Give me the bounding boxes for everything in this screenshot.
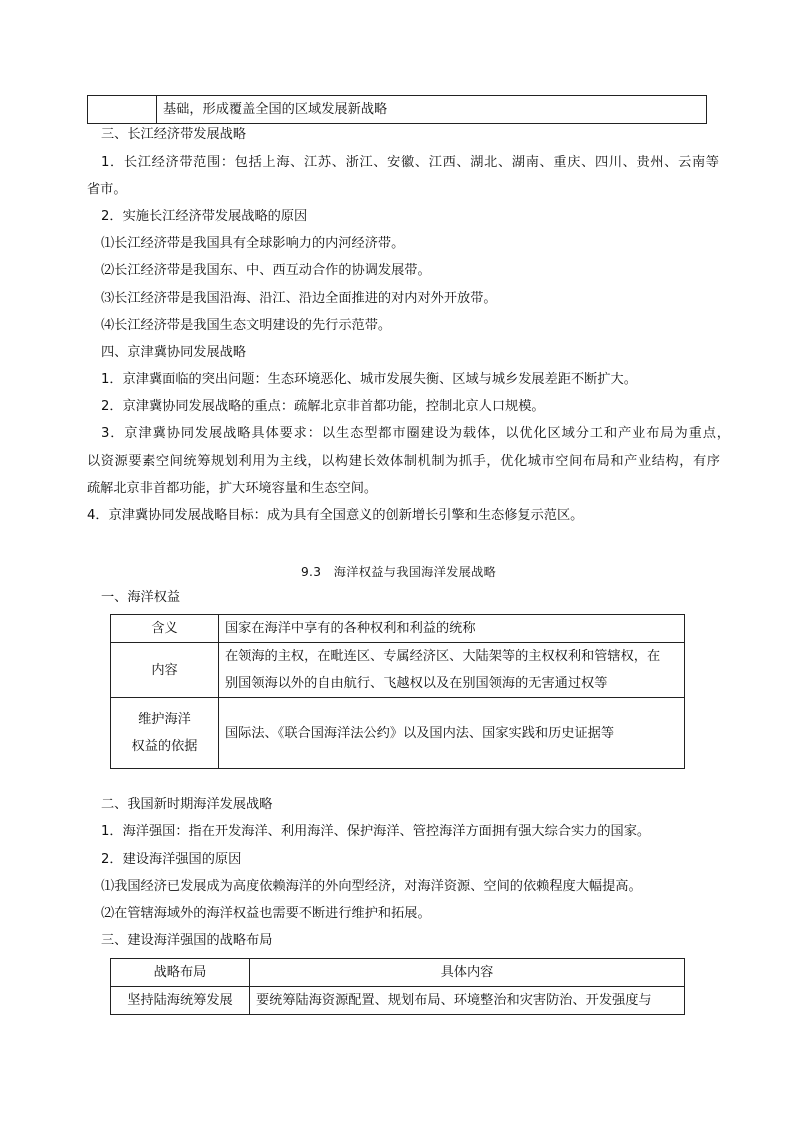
section93-r2: ⑵在管辖海域外的海洋权益也需要不断进行维护和拓展。 xyxy=(101,906,431,921)
reason-item: ⑴长江经济带是我国具有全球影响力的内河经济带。 xyxy=(101,236,405,251)
table-label-content: 内容 xyxy=(111,643,219,698)
section93-h1: 一、海洋权益 xyxy=(101,590,181,605)
reason-item: ⑵长江经济带是我国东、中、西互动合作的协调发展带。 xyxy=(101,263,431,278)
section4-p3-line1: 3．京津冀协同发展战略具体要求：以生态型都市圈建设为载体，以优化区域分工和产业布局为重点， xyxy=(101,426,730,441)
section4-p3-line2: 以资源要素空间统筹规划利用为主线，以构建长效体制机制为抓手，优化城市空间布局和产业结构，有序 xyxy=(87,454,720,469)
strategy-header-layout: 战略布局 xyxy=(111,959,250,987)
table-label-meaning: 含义 xyxy=(111,615,219,643)
table-content-content-line1: 在领海的主权，在毗连区、专属经济区、大陆架等的主权权利和管辖权，在 xyxy=(225,649,661,664)
section4-p1: 1．京津冀面临的突出问题：生态环境恶化、城市发展失衡、区域与城乡发展差距不断扩大。 xyxy=(101,372,637,387)
strategy-table xyxy=(110,958,685,1015)
table-label-basis-line2: 权益的依据 xyxy=(131,739,198,754)
section3-p1-line1: 1．长江经济带范围：包括上海、江苏、浙江、安徽、江西、湖北、湖南、重庆、四川、贵州、云南等 xyxy=(101,155,719,170)
section93-h2: 二、我国新时期海洋发展战略 xyxy=(101,797,273,812)
reason-item: ⑶长江经济带是我国沿海、沿江、沿边全面推进的对内对外开放带。 xyxy=(101,291,497,306)
table-content-content xyxy=(219,643,685,698)
table-content-basis: 国际法、《联合国海洋法公约》以及国内法、国家实践和历史证据等 xyxy=(219,698,685,769)
top-table-fragment xyxy=(87,95,707,124)
reason-item: ⑷长江经济带是我国生态文明建设的先行示范带。 xyxy=(101,318,392,333)
section3-p1-line2: 省市。 xyxy=(87,182,127,197)
section4-p3-line3: 疏解北京非首都功能，扩大环境容量和生态空间。 xyxy=(87,481,378,496)
table-label-basis xyxy=(111,698,219,769)
section3-p2-heading: 2．实施长江经济带发展战略的原因 xyxy=(101,209,308,224)
strategy-row1-details: 要统筹陆海资源配置、规划布局、环境整治和灾害防治、开发强度与 xyxy=(250,987,685,1015)
section93-p2: 2．建设海洋强国的原因 xyxy=(101,852,242,867)
table-content-meaning: 国家在海洋中享有的各种权利和利益的统称 xyxy=(219,615,685,643)
table-label-basis-line1: 维护海洋 xyxy=(138,712,191,727)
strategy-header-details: 具体内容 xyxy=(250,959,685,987)
section4-p2: 2．京津冀协同发展战略的重点：疏解北京非首都功能，控制北京人口规模。 xyxy=(101,399,545,414)
maritime-rights-table xyxy=(110,614,685,769)
top-table-empty-cell xyxy=(88,96,157,124)
section93-h3: 三、建设海洋强国的战略布局 xyxy=(101,933,273,948)
section4-heading: 四、京津冀协同发展战略 xyxy=(101,345,247,360)
section-title: 9.3 海洋权益与我国海洋发展战略 xyxy=(301,565,497,579)
section4-p4: 4．京津冀协同发展战略目标：成为具有全国意义的创新增长引擎和生态修复示范区。 xyxy=(87,508,584,523)
section93-r1: ⑴我国经济已发展成为高度依赖海洋的外向型经济，对海洋资源、空间的依赖程度大幅提高。 xyxy=(101,879,642,894)
top-table-content-cell: 基础，形成覆盖全国的区域发展新战略 xyxy=(157,96,707,124)
section3-heading: 三、长江经济带发展战略 xyxy=(101,127,247,142)
section93-p1: 1．海洋强国：指在开发海洋、利用海洋、保护海洋、管控海洋方面拥有强大综合实力的国家。 xyxy=(101,824,651,839)
strategy-row1-layout: 坚持陆海统筹发展 xyxy=(111,987,250,1015)
table-content-content-line2: 别国领海以外的自由航行、飞越权以及在别国领海的无害通过权等 xyxy=(225,676,608,691)
